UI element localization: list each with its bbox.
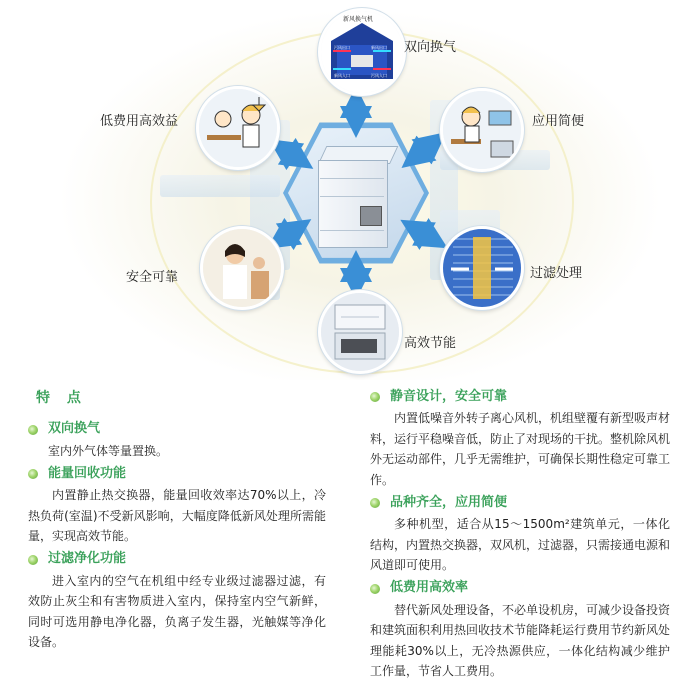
feature-body: 替代新风处理设备，不必单设机房，可减少设备投资和建筑面积利用热回收技术节能降耗运行费用节约新风处理能耗30%以上，无冷热源供应，一体化结构减少维护工作量，节省人工费用。 bbox=[370, 602, 671, 678]
bullet-icon bbox=[28, 425, 38, 435]
inset-label: 污风出口 bbox=[334, 45, 350, 50]
node-lowcost-circle bbox=[196, 86, 280, 170]
arrow-bottom-right bbox=[414, 228, 434, 240]
section-title: 特 点 bbox=[36, 390, 87, 406]
feature-title: 静音设计，安全可靠 bbox=[390, 388, 508, 404]
node-label-safe: 安全可靠 bbox=[126, 270, 179, 285]
arrow-top-right bbox=[414, 142, 434, 158]
cartoon-people-icon bbox=[199, 89, 277, 167]
inset-label: 污风入口 bbox=[371, 73, 387, 78]
inset-title: 新风换气机 bbox=[343, 16, 374, 23]
filter-icon bbox=[443, 229, 521, 307]
node-label-lowcost: 低费用高效益 bbox=[100, 114, 179, 129]
bullet-icon bbox=[370, 392, 380, 402]
bullet-icon bbox=[370, 498, 380, 508]
arrow-bottom-left bbox=[280, 228, 298, 240]
node-bidirectional-circle bbox=[318, 8, 406, 96]
feature-item bbox=[28, 549, 328, 653]
people-photo-icon bbox=[203, 229, 281, 307]
feature-title: 品种齐全，应用简便 bbox=[390, 494, 508, 510]
feature-body: 内置低噪音外转子离心风机，机组壁覆有新型吸声材料，运行平稳噪音低，防止了对现场的干扰。整机除风机外无运动部件，几乎无需维护，可确保长期性稳定可靠工作。 bbox=[370, 411, 671, 487]
feature-title: 低费用高效率 bbox=[390, 580, 469, 596]
node-label-bidirectional: 双向换气 bbox=[404, 40, 457, 55]
feature-item bbox=[370, 492, 670, 576]
bullet-icon bbox=[28, 555, 38, 565]
features-left-column bbox=[28, 386, 328, 655]
node-simple-circle bbox=[440, 88, 524, 172]
inset-label: 新风出口 bbox=[371, 45, 387, 50]
cartoon-office-icon bbox=[443, 91, 521, 169]
feature-title: 双向换气 bbox=[48, 421, 101, 437]
arrow-top-left bbox=[282, 148, 300, 160]
unit-module-icon bbox=[321, 293, 399, 371]
node-label-simple: 应用简便 bbox=[532, 114, 585, 129]
features-right-column bbox=[370, 386, 670, 684]
feature-body: 室内外气体等量置换。 bbox=[48, 443, 169, 458]
bullet-icon bbox=[28, 469, 38, 479]
node-label-efficient: 高效节能 bbox=[404, 336, 457, 351]
feature-item bbox=[28, 419, 328, 462]
inset-label: 新风入口 bbox=[334, 73, 350, 78]
node-label-filter: 过滤处理 bbox=[530, 266, 583, 281]
feature-item bbox=[28, 463, 328, 547]
bullet-icon bbox=[370, 584, 380, 594]
node-safe-circle bbox=[200, 226, 284, 310]
ventilator-schematic-icon bbox=[321, 11, 403, 93]
feature-body: 多种机型，适合从15～1500m²建筑单元，一体化结构，内置热交换器，双风机，过滤器，只需接通电源和风道即可使用。 bbox=[370, 517, 671, 572]
feature-body: 进入室内的空气在机组中经专业级过滤器过滤，有效防止灰尘和有害物质进入室内，保持室内空气新鲜，同时可选用静电净化器，负离子发生器，光触媒等净化设备。 bbox=[28, 573, 326, 649]
feature-body: 内置静止热交换器，能量回收效率达70%以上，冷热负荷(室温)不受新风影响，大幅度降低新风处理所需能量，实现高效节能。 bbox=[28, 488, 326, 543]
feature-item bbox=[370, 578, 670, 682]
feature-item bbox=[370, 386, 670, 490]
node-efficient-circle bbox=[318, 290, 402, 374]
node-filter-circle bbox=[440, 226, 524, 310]
feature-title: 能量回收功能 bbox=[48, 465, 127, 481]
feature-title: 过滤净化功能 bbox=[48, 551, 127, 567]
